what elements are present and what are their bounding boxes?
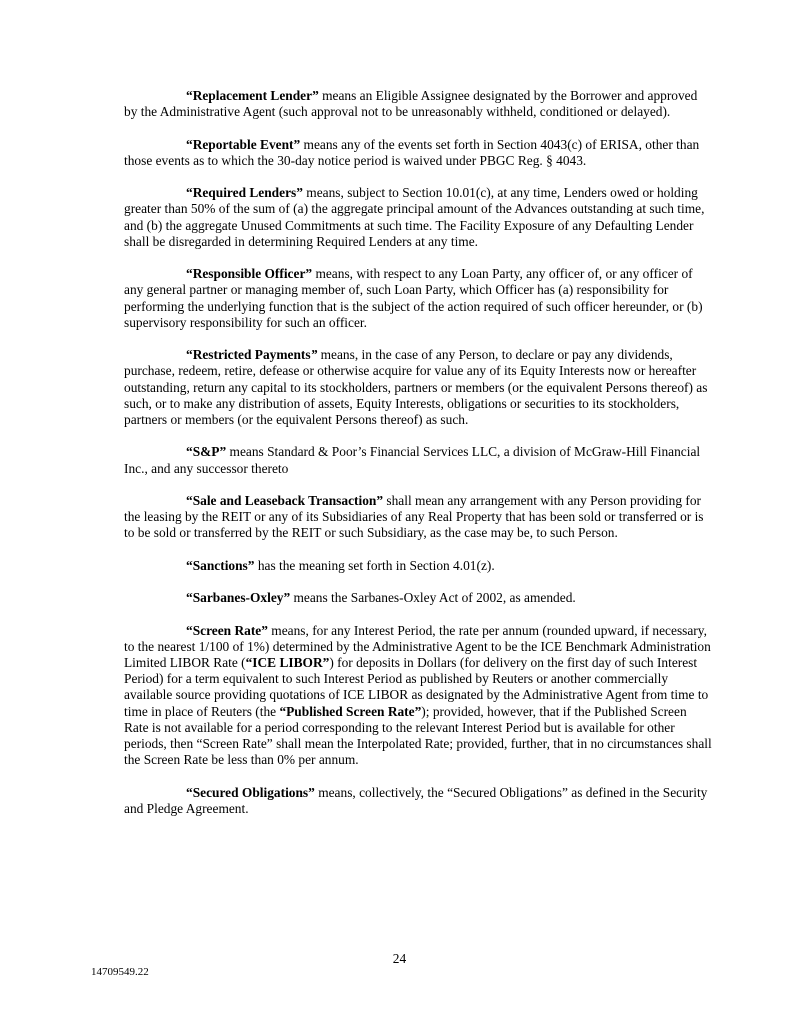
defined-term: “Sale and Leaseback Transaction” [186,492,384,508]
paragraph-text: ); provided, however, that if the Published Screen Rate is not available for a period corresponding to the relevant Interest Period but is available for other periods, then “Screen Rate” shall mean the Interpolated Rate; provided, further, that in no circumstances shall the Screen Rate be less than 0% per annum. [124,703,712,768]
paragraph [124,88,713,120]
defined-term: “Restricted Payments [186,347,311,363]
paragraph [124,266,713,331]
paragraph [124,590,713,606]
paragraph-text: means any of the events set forth in Section 4043(c) of ERISA, other than those events as to which the 30-day notice period is waived under PBGC Reg. § 4043. [124,136,700,168]
paragraph-text: means the Sarbanes-Oxley Act of 2002, as amended. [290,590,576,606]
paragraph-text: means, subject to Section 10.01(c), at any time, Lenders owed or holding greater than 50% of the sum of (a) the aggregate principal amount of the Advances outstanding at such time, and (b) the aggregate Unused Commitments at such time. The Facility Exposure of any Defaulting Lender shall be disregarded in determining Required Lenders at any time. [124,185,705,249]
paragraph [124,623,713,769]
paragraph [124,785,713,817]
paragraph-text: means, for any Interest Period, the rate per annum (rounded upward, if necessary, to the nearest 1/100 of 1%) determined by the Administrative Agent to be the ICE Benchmark Administration Limited LIBOR Rate ( [124,622,711,670]
paragraph [124,558,713,574]
paragraph-text: ) for deposits in Dollars (for delivery on the first day of such Interest Period) for a term equivalent to such Interest Period as published by Reuters or another commercially available source providing quotations of ICE LIBOR as designated by the Administrative Agent from time to time in place of Reuters (the [124,654,709,719]
defined-term: “Published Screen Rate” [279,703,422,719]
document-control-number: 14709549.22 [91,966,149,978]
defined-term: “S&P” [186,444,227,460]
paragraph-text: means, in the case of any Person, to declare or pay any dividends, purchase, redeem, retire, defease or otherwise acquire for value any of its Equity Interests now or hereafter outstanding, return any capital to its stockholders, partners or members (or the equivalent Persons thereof) as such, or to make any distribution of assets, Equity Interests, obligations or securities to its stockholders, partners or members (or the equivalent Persons thereof) as such. [124,347,708,427]
document-body [124,88,713,817]
paragraph [124,493,713,542]
paragraph-text: shall mean any arrangement with any Person providing for the leasing by the REIT or any of its Subsidiaries of any Real Property that has been sold or transferred or is to be sold or transferred by the REIT or such Subsidiary, as the case may be, to such Person. [124,492,704,541]
defined-term: “Required Lenders” [186,185,303,201]
defined-term: “Responsible Officer” [186,266,313,282]
defined-term: “Sanctions” [186,557,255,573]
defined-term: “ICE LIBOR” [245,654,330,670]
paragraph [124,137,713,169]
defined-term: ” [310,347,318,363]
paragraph [124,185,713,250]
defined-term: “Reportable Event” [186,136,301,152]
paragraph-text: means an Eligible Assignee designated by the Borrower and approved by the Administrative Agent (such approval not to be unreasonably withheld, conditioned or delayed). [124,88,698,120]
defined-term: “Secured Obligations” [186,784,315,800]
paragraph [124,347,713,428]
defined-term: “Sarbanes-Oxley” [186,590,291,606]
paragraph-text: means Standard & Poor’s Financial Services LLC, a division of McGraw-Hill Financial Inc., and any successor thereto [124,444,701,476]
paragraph-text: means, with respect to any Loan Party, any officer of, or any officer of any general partner or managing member of, such Loan Party, which Officer has (a) responsibility for performing the underlying function that is the subject of the action required of such officer hereunder, or (b) supervisory responsibility for such an officer. [124,266,703,330]
defined-term: “Replacement Lender” [186,88,319,103]
defined-term: “Screen Rate” [186,622,268,638]
page-number: 24 [392,951,407,966]
paragraph-text: means, collectively, the “Secured Obligations” as defined in the Security and Pledge Agreement. [124,784,708,816]
paragraph-text: has the meaning set forth in Section 4.01(z). [254,557,495,573]
paragraph [124,444,713,476]
